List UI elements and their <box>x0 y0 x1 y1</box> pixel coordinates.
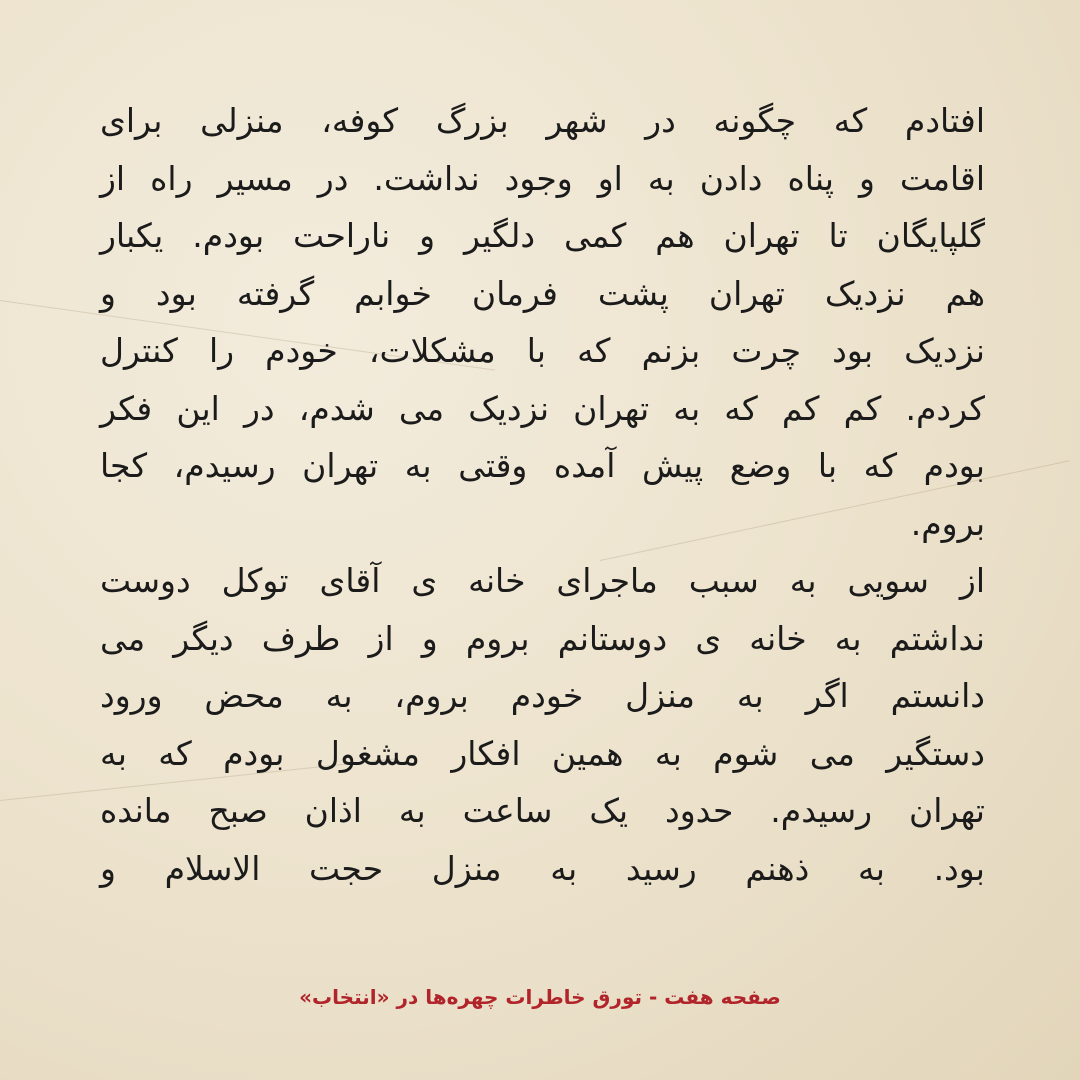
text-line: بودم که با وضع پیش آمده وقتی به تهران رسیدم، کجا <box>100 446 985 485</box>
text-line: بود. به ذهنم رسید به منزل حجت الاسلام و <box>100 848 985 888</box>
body-text <box>100 92 985 897</box>
text-line: کردم. کم کم که به تهران نزدیک می شدم، در این فکر <box>100 388 985 428</box>
text-line: از سویی به سبب ماجرای خانه ی آقای توکل دوست <box>100 561 985 600</box>
text-line: تهران رسیدم. حدود یک ساعت به اذان صبح مانده <box>100 791 985 830</box>
text-line: اقامت و پناه دادن به او وجود نداشت. در مسیر راه از <box>100 158 985 198</box>
text-line: بروم. <box>910 503 985 543</box>
text-line: نزدیک بود چرت بزنم که با مشکلات، خودم را کنترل <box>100 331 985 370</box>
text-line: هم نزدیک تهران پشت فرمان خوابم گرفته بود و <box>100 273 985 313</box>
text-line: نداشتم به خانه ی دوستانم بروم و از طرف دیگر می <box>100 618 985 658</box>
text-line: دانستم اگر به منزل خودم بروم، به محض ورود <box>100 676 985 715</box>
text-line: دستگیر می شوم به همین افکار مشغول بودم که به <box>100 733 985 773</box>
page-footer-caption: صفحه هفت - تورق خاطرات چهره‌ها در «انتخاب» <box>299 985 781 1009</box>
text-line: افتادم که چگونه در شهر بزرگ کوفه، منزلی برای <box>100 101 985 140</box>
text-line: گلپایگان تا تهران هم کمی دلگیر و ناراحت بودم. یکبار <box>100 216 985 255</box>
